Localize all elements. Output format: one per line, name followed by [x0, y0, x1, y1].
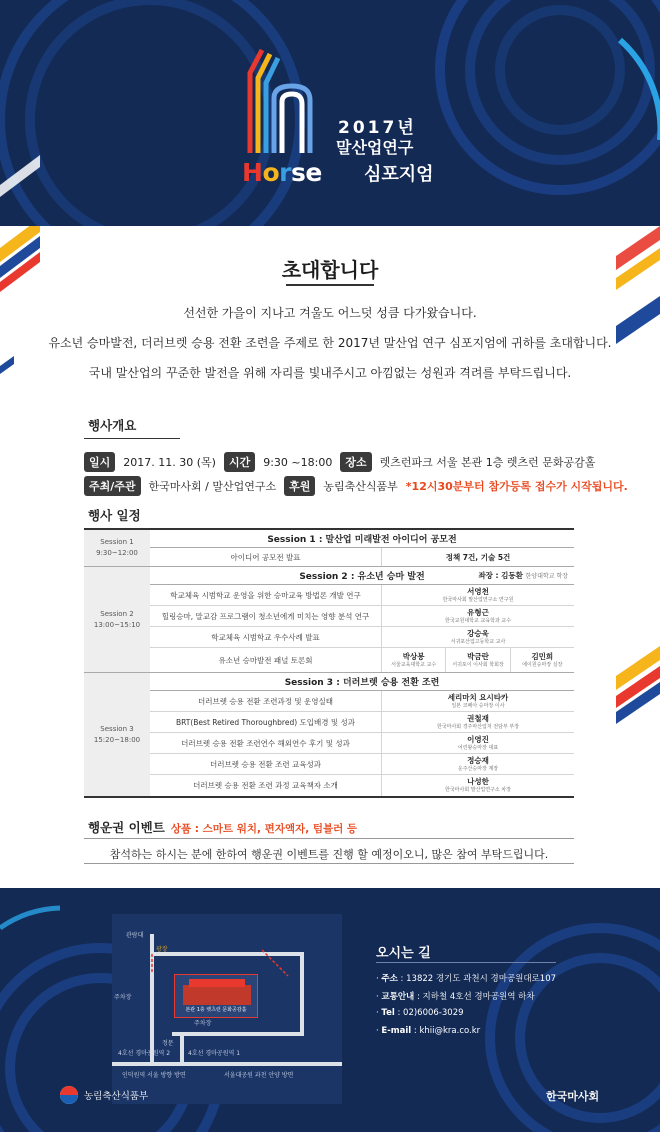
event-prize: 상품 : 스마트 워치, 편자액자, 텀블러 등 [170, 823, 358, 835]
session-label: Session 3 15:20~18:00 [84, 673, 150, 796]
event-title: 행운권 이벤트 상품 : 스마트 워치, 편자액자, 텀블러 등 [88, 820, 358, 835]
map-plaza-label: 광장 [156, 946, 168, 953]
sponsor-tag: 후원 [284, 476, 315, 496]
logo-year: 2017년 [338, 118, 417, 138]
place-value: 렛츠런파크 서울 본관 1층 렛츠런 문화공감홀 [379, 456, 596, 469]
host-tag: 주최/주관 [84, 476, 141, 496]
place-tag: 장소 [340, 452, 371, 472]
session-1 [84, 530, 574, 567]
map-gate-label: 관람대 [126, 932, 144, 939]
intro-paragraph-2: 유소년 승마발전, 더러브렛 승용 전환 조련을 주제로 한 2017년 말산업 연구 심포지엄에 귀하를 초대합니다. [48, 336, 612, 350]
transit-line: · 교통안내 : 지하철 4호선 경마공원역 하차 [376, 992, 535, 1002]
session-heading: Session 3 : 더러브렛 승용 전환 조련 [150, 673, 574, 691]
sponsor-value: 농림축산식품부 [323, 480, 398, 493]
email-link[interactable]: khii@kra.co.kr [419, 1026, 481, 1036]
map-station-left: 4호선 경마공원역 2 [118, 1050, 171, 1057]
location-map [112, 914, 342, 1104]
overview-row-2 [84, 476, 628, 496]
map-parking-label: 주차장 [114, 994, 132, 1001]
event-divider-bottom [84, 863, 574, 864]
host-value: 한국마사회 / 말산업연구소 [148, 480, 277, 493]
intro-paragraph-3: 국내 말산업의 꾸준한 발전을 위해 자리를 빛내주시고 아낌없는 성원과 격려를 부탁드립니다. [88, 366, 572, 380]
date-value: 2017. 11. 30 (목) [123, 456, 216, 469]
overview-title: 행사개요 [88, 418, 137, 433]
ministry-logo [60, 1086, 148, 1104]
map-station-right: 4호선 경마공원역 1 [188, 1050, 241, 1057]
session-label: Session 2 13:00~15:10 [84, 567, 150, 672]
time-value: 9:30 ~18:00 [263, 455, 333, 469]
session-2 [84, 567, 574, 673]
building-label: 본관 1층 렛츠런 문화공감홀 [185, 1007, 247, 1013]
session-chair: 좌장 : 김동환 한양대학교 학장 [478, 571, 568, 580]
kra-logo: 한국마사회 [546, 1090, 600, 1103]
time-tag: 시간 [224, 452, 255, 472]
overview-row-1 [84, 452, 603, 472]
map-parking-label-2: 주차장 [194, 1020, 212, 1027]
schedule-title: 행사 일정 [88, 508, 141, 523]
email-line: · E-mail : khii@kra.co.kr [376, 1026, 481, 1036]
session-label: Session 1 9:30~12:00 [84, 530, 150, 566]
logo-horse-word: Horse [242, 158, 322, 187]
government-emblem-icon [60, 1086, 78, 1104]
intro-paragraph-1: 선선한 가을이 지나고 겨울도 어느덧 성큼 다가왔습니다. [183, 306, 477, 320]
event-text: 참석하는 하시는 분에 한하여 행운권 이벤트를 진행 할 예정이오니, 많은 참여 부탁드립니다. [109, 848, 549, 861]
symposium-logo [240, 38, 440, 198]
footer [0, 888, 660, 1132]
map-road-left: 인덕원역 서울 방향 방면 [122, 1072, 186, 1079]
directions-divider [376, 962, 556, 963]
date-tag: 일시 [84, 452, 115, 472]
directions-title: 오시는 길 [376, 946, 431, 961]
session-heading: Session 1 : 말산업 미래발전 아이디어 공모전 [150, 530, 574, 548]
invitation-body [0, 226, 660, 888]
table-row: 유소년 승마발전 패널 토론회 박상봉 서울교육대학교 교수 박금란 서귀포이 이사회 학회장 김민희 에이원승마장 실장 [150, 648, 574, 672]
table-row: 더러브렛 승용 전환 조련연수 해외연수 후기 및 성과 이영진 어린왕승마장 대표 [150, 733, 574, 754]
logo-subtitle: 말산업연구 [336, 138, 414, 157]
table-row: 더러브렛 승용 전환 조련 과정 교육책자 소개 나성한 한국마사회 말산업연구소 차장 [150, 775, 574, 796]
table-row: 학교체육 시범학교 우수사례 발표 강승욱 서귀포산업고등학교 교사 [150, 627, 574, 648]
right-stripes [616, 226, 660, 888]
title-underline [286, 284, 374, 286]
left-stripes [0, 226, 40, 888]
map-main-gate: 정문 [162, 1040, 174, 1047]
schedule-table [84, 528, 574, 798]
logo-symposium: 심포지엄 [364, 164, 434, 185]
tel-line: · Tel : 02)6006-3029 [376, 1008, 464, 1018]
table-row: 더러브렛 승용 전환 조련 교육성과 정승재 운주산승마장 계장 [150, 754, 574, 775]
map-road-right: 서울대공원 과천 안양 방면 [224, 1072, 294, 1079]
table-row: 아이디어 공모전 발표 정책 7건, 기술 5건 [150, 548, 574, 566]
table-row: 학교체육 시범학교 운영을 위한 승마교육 방법론 개발 연구 서영천 한국마사회 말산업연구소 연구원 [150, 585, 574, 606]
table-row: BRT(Best Retired Thoroughbred) 도입배경 및 성과 권철재 한국마사회 경주마산업처 전담부 부장 [150, 712, 574, 733]
ministry-name: 농림축산식품부 [84, 1091, 149, 1102]
session-3 [84, 673, 574, 796]
overview-underline [84, 438, 180, 439]
horse-h-emblem [240, 38, 340, 158]
header-banner [0, 0, 660, 226]
table-row: 힐링승마, 말교감 프로그램이 청소년에게 미치는 영향 분석 연구 유형근 한국교원대학교 교육학과 교수 [150, 606, 574, 627]
address-line: · 주소 : 13822 경기도 과천시 경마공원대로107 [376, 974, 557, 984]
table-row: 더러브렛 승용 전환 조련과정 및 운영실태 세리마치 요시타카 일본 코페아 승마장 이사 [150, 691, 574, 712]
session-heading: Session 2 : 유소년 승마 발전 좌장 : 김동환 한양대학교 학장 [150, 567, 574, 585]
registration-note: *12시30분부터 참가등록 접수가 시작됩니다. [405, 480, 628, 493]
invitation-title: 초대합니다 [281, 258, 379, 282]
event-divider [84, 838, 574, 839]
